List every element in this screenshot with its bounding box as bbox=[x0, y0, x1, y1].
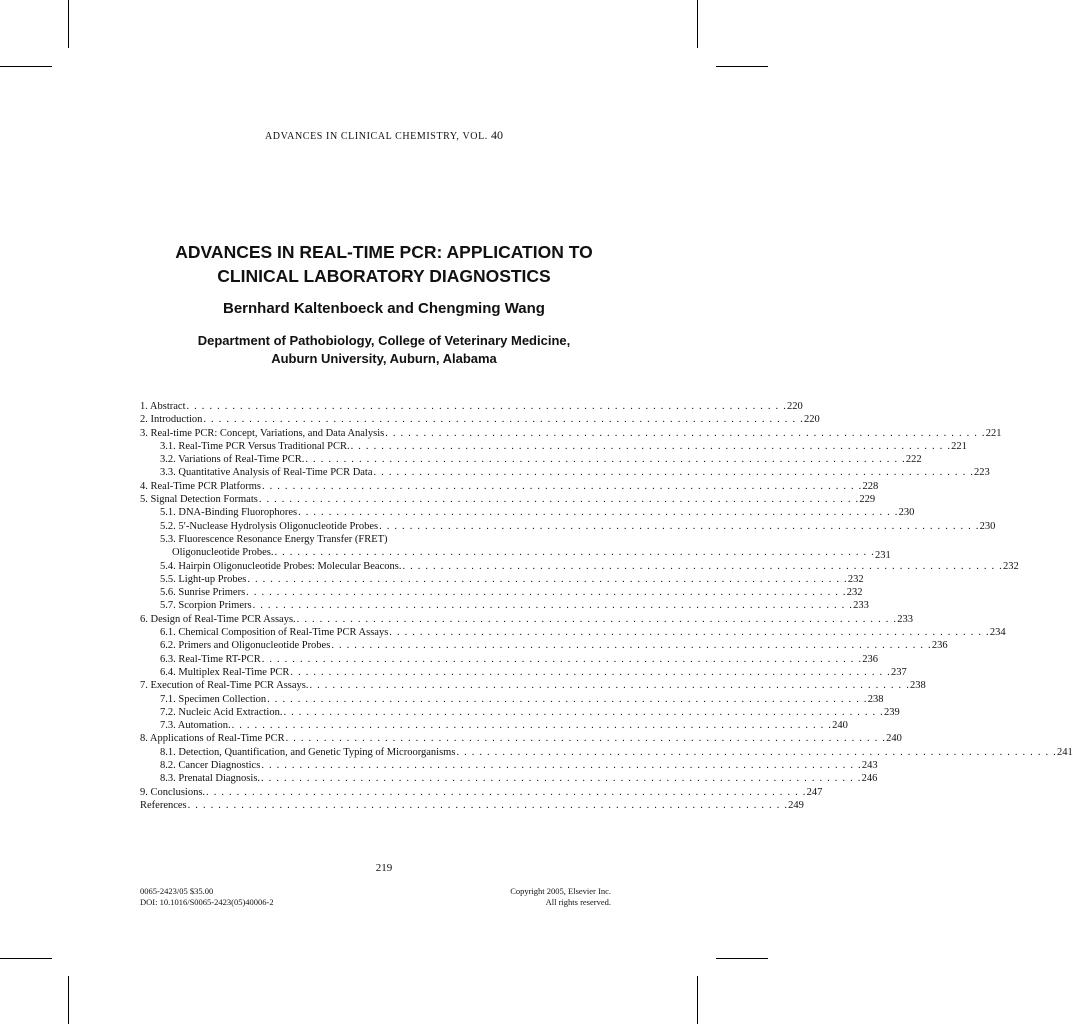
toc-entry-label: Oligonucleotide Probes. bbox=[172, 547, 274, 559]
toc-entry-label: 7.3. Automation. bbox=[160, 720, 231, 732]
toc-page-number: 223 bbox=[974, 467, 990, 479]
toc-entry-title bbox=[140, 667, 891, 680]
crop-mark bbox=[0, 66, 52, 67]
toc-entry[interactable] bbox=[140, 613, 913, 627]
toc-entry-title bbox=[140, 481, 863, 494]
toc-leader-dots: . . . . . . . . . . . . . . . . . . . . . . . . . . . . . . . . . . . . . . . . . . . . . . . . . . . . . . . . . . . . . . . . . . . . . . . . . . . . . . . bbox=[261, 480, 863, 492]
toc-entry-label: 3. Real-time PCR: Concept, Variations, and Data Analysis bbox=[140, 427, 385, 439]
toc-leader-dots: . . . . . . . . . . . . . . . . . . . . . . . . . . . . . . . . . . . . . . . . . . . . . . . . . . . . . . . . . . . . . . . . . . . . . . . . . . . . . . . bbox=[456, 746, 1057, 758]
toc-leader-dots: . . . . . . . . . . . . . . . . . . . . . . . . . . . . . . . . . . . . . . . . . . . . . . . . . . . . . . . . . . . . . . . . . . . . . . . . . . . . . . . bbox=[309, 680, 911, 692]
toc-page-number: 221 bbox=[985, 427, 1002, 439]
toc-page-number: 236 bbox=[862, 653, 878, 665]
toc-leader-dots: . . . . . . . . . . . . . . . . . . . . . . . . . . . . . . . . . . . . . . . . . . . . . . . . . . . . . . . . . . . . . . . . . . . . . . . . . . . . . . . bbox=[305, 454, 906, 466]
toc-page-number: 233 bbox=[897, 613, 913, 625]
toc-page-number: 233 bbox=[853, 600, 869, 612]
toc-entry[interactable] bbox=[140, 533, 891, 561]
toc-leader-dots: . . . . . . . . . . . . . . . . . . . . . . . . . . . . . . . . . . . . . . . . . . . . . . . . . . . . . . . . . . . . . . . . . . . . . . . . . . . . . . . bbox=[261, 760, 862, 772]
running-head bbox=[0, 128, 768, 143]
toc-leader-dots: . . . . . . . . . . . . . . . . . . . . . . . . . . . . . . . . . . . . . . . . . . . . . . . . . . . . . . . . . . . . . . . . . . . . . . . . . . . . . . . bbox=[246, 587, 847, 599]
toc-entry-label: 6. Design of Real-Time PCR Assays. bbox=[140, 613, 296, 625]
toc-entry[interactable] bbox=[140, 773, 878, 786]
crop-mark bbox=[697, 0, 698, 48]
toc-leader-dots: . . . . . . . . . . . . . . . . . . . . . . . . . . . . . . . . . . . . . . . . . . . . . . . . . . . . . . . . . . . . . . . . . . . . . . . . . . . . . . . bbox=[252, 600, 854, 612]
toc-page-number: 234 bbox=[989, 627, 1006, 639]
crop-mark bbox=[697, 976, 698, 1024]
toc-entry-label: 5.6. Sunrise Primers bbox=[160, 587, 246, 599]
toc-entry-label: 8.3. Prenatal Diagnosis. bbox=[160, 773, 261, 785]
toc-page-number: 240 bbox=[832, 720, 848, 732]
toc-leader-dots: . . . . . . . . . . . . . . . . . . . . . . . . . . . . . . . . . . . . . . . . . . . . . . . . . . . . . . . . . . . . . . . . . . . . . . . . . . . . . . . bbox=[298, 507, 899, 519]
toc-entry-title bbox=[140, 454, 906, 467]
toc-entry-title bbox=[140, 800, 788, 813]
toc-entry-title bbox=[140, 401, 787, 414]
crop-mark bbox=[716, 958, 768, 959]
toc-entry[interactable] bbox=[140, 573, 864, 587]
toc-page-number: 222 bbox=[905, 454, 922, 466]
toc-page-number: 232 bbox=[847, 573, 864, 585]
title-line: ADVANCES IN REAL-TIME PCR: APPLICATION TO bbox=[175, 242, 593, 262]
toc-entry[interactable] bbox=[140, 480, 879, 494]
toc-leader-dots: . . . . . . . . . . . . . . . . . . . . . . . . . . . . . . . . . . . . . . . . . . . . . . . . . . . . . . . . . . . . . . . . . . . . . . . . . . . . . . . bbox=[187, 799, 789, 811]
toc-entry-label: 5.2. 5′-Nuclease Hydrolysis Oligonucleotide Probes bbox=[160, 520, 379, 532]
toc-entry[interactable] bbox=[140, 414, 820, 427]
toc-entry-label: 5.4. Hairpin Oligonucleotide Probes: Molecular Beacons. bbox=[160, 560, 402, 572]
toc-entry-title bbox=[140, 600, 853, 613]
toc-entry[interactable] bbox=[140, 440, 967, 454]
toc-entry-title bbox=[140, 494, 859, 507]
toc-leader-dots: . . . . . . . . . . . . . . . . . . . . . . . . . . . . . . . . . . . . . . . . . . . . . . . . . . . . . . . . . . . . . . . . . . . . . . . . . . . . . . . bbox=[296, 613, 898, 625]
toc-entry[interactable] bbox=[140, 666, 907, 680]
toc-entry-title bbox=[140, 654, 862, 667]
toc-entry[interactable] bbox=[140, 640, 948, 653]
affiliation-line: Auburn University, Auburn, Alabama bbox=[271, 351, 497, 366]
toc-entry-label: 6.1. Chemical Composition of Real-Time PCR Assays bbox=[160, 627, 389, 639]
article-title bbox=[0, 240, 768, 288]
toc-leader-dots: . . . . . . . . . . . . . . . . . . . . . . . . . . . . . . . . . . . . . . . . . . . . . . . . . . . . . . . . . . . . . . . . . . . . . . . . . . . . . . . bbox=[203, 414, 804, 426]
toc-entry[interactable] bbox=[140, 799, 804, 813]
issn-price: 0065-2423/05 $35.00 bbox=[140, 886, 214, 896]
page-number: 219 bbox=[375, 862, 393, 874]
toc-entry[interactable] bbox=[140, 733, 902, 746]
toc-page-number: 232 bbox=[846, 587, 863, 599]
toc-page-number: 231 bbox=[875, 549, 891, 561]
footer-left bbox=[140, 886, 274, 908]
toc-entry-label: 3.1. Real-Time PCR Versus Traditional PCR. bbox=[160, 440, 350, 452]
toc-entry[interactable] bbox=[140, 454, 922, 467]
toc-entry[interactable] bbox=[140, 587, 863, 600]
toc-entry[interactable] bbox=[140, 706, 900, 720]
toc-entry-label: 6.2. Primers and Oligonucleotide Probes bbox=[160, 640, 331, 652]
toc-page-number: 230 bbox=[898, 507, 915, 519]
affiliation bbox=[0, 332, 768, 368]
toc-entry[interactable] bbox=[140, 653, 878, 667]
toc-entry-title bbox=[140, 467, 974, 480]
toc-entry-label: 2. Introduction bbox=[140, 414, 203, 426]
toc-page-number: 238 bbox=[867, 693, 884, 705]
toc-leader-dots: . . . . . . . . . . . . . . . . . . . . . . . . . . . . . . . . . . . . . . . . . . . . . . . . . . . . . . . . . . . . . . . . . . . . . . . . . . . . . . . bbox=[331, 640, 932, 652]
toc-entry[interactable] bbox=[140, 520, 996, 534]
toc-entry-title bbox=[140, 534, 875, 561]
toc-leader-dots: . . . . . . . . . . . . . . . . . . . . . . . . . . . . . . . . . . . . . . . . . . . . . . . . . . . . . . . . . . . . . . . . . . . . . . . . . . . . . . . bbox=[283, 706, 884, 718]
toc-leader-dots: . . . . . . . . . . . . . . . . . . . . . . . . . . . . . . . . . . . . . . . . . . . . . . . . . . . . . . . . . . . . . . . . . . . . . . . . . . . . . . . bbox=[350, 440, 952, 452]
crop-mark bbox=[68, 976, 69, 1024]
toc-entry[interactable] bbox=[140, 560, 1019, 574]
toc-page-number: 229 bbox=[859, 494, 876, 506]
toc-entry-title bbox=[140, 707, 884, 720]
toc-page-number: 239 bbox=[884, 706, 900, 718]
toc-leader-dots: . . . . . . . . . . . . . . . . . . . . . . . . . . . . . . . . . . . . . . . . . . . . . . . . . . . . . . . . . . . . . . . . . . . . . . . . . . . . . . . bbox=[261, 773, 862, 785]
toc-leader-dots: . . . . . . . . . . . . . . . . . . . . . . . . . . . . . . . . . . . . . . . . . . . . . . . . . . . . . . . . . . . . . . . . . . . . . . . . . . . . . . . bbox=[285, 733, 887, 745]
toc-entry-title bbox=[140, 773, 862, 786]
toc-entry-label: 8.2. Cancer Diagnostics bbox=[160, 760, 261, 772]
journal-name: ADVANCES IN CLINICAL CHEMISTRY, VOL. bbox=[264, 131, 488, 142]
toc-page-number: 236 bbox=[931, 640, 948, 652]
toc-leader-dots: . . . . . . . . . . . . . . . . . . . . . . . . . . . . . . . . . . . . . . . . . . . . . . . . . . . . . . . . . . . . . . . . . . . . . . . . . . . . . . . bbox=[385, 427, 986, 439]
crop-mark bbox=[716, 66, 768, 67]
toc-entry[interactable] bbox=[140, 693, 884, 707]
crop-mark bbox=[0, 958, 52, 959]
toc-entry[interactable] bbox=[140, 467, 990, 480]
toc-entry-title bbox=[140, 680, 910, 693]
toc-entry-title bbox=[140, 640, 932, 653]
toc-entry-label: 1. Abstract bbox=[140, 401, 186, 412]
toc-entry-title bbox=[140, 441, 951, 454]
toc-entry-label: 3.3. Quantitative Analysis of Real-Time PCR Data bbox=[160, 467, 373, 479]
toc-entry[interactable] bbox=[140, 720, 848, 733]
toc-page-number: 240 bbox=[886, 733, 902, 745]
toc-entry-title bbox=[140, 694, 868, 707]
toc-entry-title bbox=[140, 733, 886, 746]
toc-entry-title bbox=[140, 507, 899, 520]
affiliation-line: Department of Pathobiology, College of Veterinary Medicine, bbox=[197, 333, 571, 348]
toc-leader-dots: . . . . . . . . . . . . . . . . . . . . . . . . . . . . . . . . . . . . . . . . . . . . . . . . . . . . . . . . . . . . . . . . . . . . . . . . . . . . . . . bbox=[261, 653, 863, 665]
toc-entry-label: 6.4. Multiplex Real-Time PCR bbox=[160, 666, 290, 678]
toc-entry-label: 8.1. Detection, Quantification, and Genetic Typing of Microorganisms bbox=[160, 746, 456, 758]
toc-entry-title bbox=[140, 614, 897, 627]
toc-entry[interactable] bbox=[140, 600, 869, 613]
toc-page-number: 243 bbox=[861, 760, 878, 772]
toc-leader-dots: . . . . . . . . . . . . . . . . . . . . . . . . . . . . . . . . . . . . . . . . . . . . . . . . . . . . . . . . . . . . . . . . . . . . . . . . . . . . . . . bbox=[402, 560, 1003, 572]
toc-entry-title bbox=[140, 574, 848, 587]
toc-entry-title bbox=[140, 720, 832, 733]
toc-page-number: 241 bbox=[1056, 746, 1073, 758]
table-of-contents bbox=[140, 401, 1073, 813]
toc-entry[interactable] bbox=[140, 427, 1002, 441]
toc-entry-title bbox=[140, 787, 807, 800]
toc-entry[interactable] bbox=[140, 507, 915, 520]
toc-page-number: 228 bbox=[862, 480, 879, 492]
toc-page-number: 238 bbox=[910, 680, 926, 692]
toc-leader-dots: . . . . . . . . . . . . . . . . . . . . . . . . . . . . . . . . . . . . . . . . . . . . . . . . . . . . . . . . . . . . . . . . . . . . . . . . . . . . . . . bbox=[206, 786, 807, 798]
toc-entry-label: 7.2. Nucleic Acid Extraction. bbox=[160, 706, 283, 718]
toc-leader-dots: . . . . . . . . . . . . . . . . . . . . . . . . . . . . . . . . . . . . . . . . . . . . . . . . . . . . . . . . . . . . . . . . . . . . . . . . . . . . . . . bbox=[290, 666, 891, 678]
toc-entry-title bbox=[140, 627, 990, 640]
toc-entry-label: 5.7. Scorpion Primers bbox=[160, 600, 252, 612]
rights: All rights reserved. bbox=[545, 897, 611, 907]
toc-entry-label: 7. Execution of Real-Time PCR Assays. bbox=[140, 680, 309, 692]
toc-entry-label: References bbox=[140, 799, 187, 811]
toc-leader-dots: . . . . . . . . . . . . . . . . . . . . . . . . . . . . . . . . . . . . . . . . . . . . . . . . . . . . . . . . . . . . . . . . . . . . . . . . . . . . . . . bbox=[379, 520, 980, 532]
toc-entry-title bbox=[140, 414, 804, 427]
toc-leader-dots: . . . . . . . . . . . . . . . . . . . . . . . . . . . . . . . . . . . . . . . . . . . . . . . . . . . . . . . . . . . . . . . . . . . . . . . . . . . . . . . bbox=[267, 693, 868, 705]
volume-number: 40 bbox=[491, 128, 504, 142]
toc-page-number: 232 bbox=[1002, 560, 1019, 572]
toc-entry[interactable] bbox=[140, 786, 823, 800]
toc-entry-label: 7.1. Specimen Collection bbox=[160, 693, 267, 705]
toc-entry-label: 5. Signal Detection Formats bbox=[140, 494, 258, 506]
toc-entry-label: 5.3. Fluorescence Resonance Energy Transfer (FRET) bbox=[160, 533, 388, 545]
toc-entry[interactable] bbox=[140, 760, 878, 773]
toc-leader-dots: . . . . . . . . . . . . . . . . . . . . . . . . . . . . . . . . . . . . . . . . . . . . . . . . . . . . . . . . . . . . . . . . . . . . . . . . . . . . . . . bbox=[274, 547, 876, 559]
toc-entry-label: 6.3. Real-Time RT-PCR bbox=[160, 653, 261, 665]
toc-leader-dots: . . . . . . . . . . . . . . . . . . . . . . . . . . . . . . . . . . . . . . . . . . . . . . . . . . . . . . . . . . . . . . . . . . . . . . . . . . . . . . . bbox=[186, 401, 788, 412]
toc-leader-dots: . . . . . . . . . . . . . . . . . . . . . . . . . . . . . . . . . . . . . . . . . . . . . . . . . . . . . . . . . . . . . . . . . . . . . . . . . . . . . . . bbox=[258, 494, 860, 506]
toc-entry[interactable] bbox=[140, 746, 1073, 760]
toc-entry-label: 8. Applications of Real-Time PCR bbox=[140, 733, 285, 745]
toc-entry-title bbox=[140, 747, 1057, 760]
toc-page-number: 220 bbox=[787, 401, 803, 412]
toc-entry[interactable] bbox=[140, 627, 1006, 640]
toc-entry-label: 4. Real-Time PCR Platforms bbox=[140, 480, 261, 492]
toc-page-number: 246 bbox=[861, 773, 878, 785]
doi: DOI: 10.1016/S0065-2423(05)40006-2 bbox=[140, 897, 274, 907]
toc-entry-label: 3.2. Variations of Real-Time PCR. bbox=[160, 454, 305, 466]
toc-leader-dots: . . . . . . . . . . . . . . . . . . . . . . . . . . . . . . . . . . . . . . . . . . . . . . . . . . . . . . . . . . . . . . . . . . . . . . . . . . . . . . . bbox=[389, 627, 990, 639]
toc-page-number: 247 bbox=[806, 786, 823, 798]
toc-entry[interactable] bbox=[140, 680, 926, 693]
toc-entry-title bbox=[140, 760, 862, 773]
toc-leader-dots: . . . . . . . . . . . . . . . . . . . . . . . . . . . . . . . . . . . . . . . . . . . . . . . . . . . . . . . . . . . . . . . . . . . . . . . . . . . . . . . bbox=[247, 573, 848, 585]
toc-entry-label: 5.1. DNA-Binding Fluorophores bbox=[160, 507, 298, 519]
toc-page-number: 221 bbox=[951, 440, 967, 452]
toc-page-number: 220 bbox=[803, 414, 820, 426]
toc-entry-title bbox=[140, 561, 1003, 574]
footer-right bbox=[510, 886, 611, 908]
toc-leader-dots: . . . . . . . . . . . . . . . . . . . . . . . . . . . . . . . . . . . . . . . . . . . . . . . . . . . . . . . . . . . . . . . . . . . . . . . . . . . . . . . bbox=[231, 720, 833, 732]
toc-entry-label: 5.5. Light-up Probes bbox=[160, 573, 247, 585]
toc-page-number: 230 bbox=[979, 520, 996, 532]
toc-entry-title bbox=[140, 428, 986, 441]
toc-leader-dots: . . . . . . . . . . . . . . . . . . . . . . . . . . . . . . . . . . . . . . . . . . . . . . . . . . . . . . . . . . . . . . . . . . . . . . . . . . . . . . . bbox=[373, 467, 975, 479]
toc-entry-title bbox=[140, 521, 980, 534]
authors: Bernhard Kaltenboeck and Chengming Wang bbox=[223, 300, 545, 317]
copyright: Copyright 2005, Elsevier Inc. bbox=[510, 886, 611, 896]
toc-entry-label: 9. Conclusions. bbox=[140, 786, 206, 798]
toc-page-number: 249 bbox=[788, 799, 804, 811]
crop-mark bbox=[68, 0, 69, 48]
toc-page-number: 237 bbox=[890, 666, 907, 678]
toc-entry[interactable] bbox=[140, 494, 876, 507]
toc-entry-title bbox=[140, 587, 847, 600]
toc-entry[interactable] bbox=[140, 401, 803, 414]
title-line: CLINICAL LABORATORY DIAGNOSTICS bbox=[217, 266, 551, 286]
